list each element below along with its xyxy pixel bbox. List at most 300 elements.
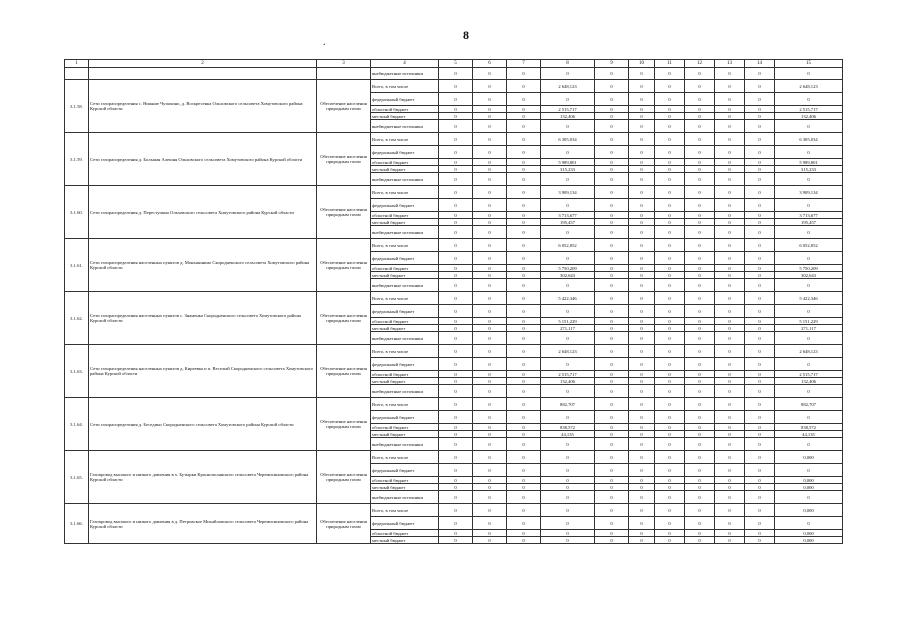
value-cell: 0 [595,219,629,226]
item-type-cell: Обеспечение населения природным газом [317,504,371,544]
value-cell: 0 [655,537,685,544]
value-cell: 0 [507,186,541,199]
value-cell: 0 [655,464,685,477]
funding-source-cell: федеральный бюджет [371,358,439,371]
value-cell: 0 [629,133,655,146]
value-cell: 0 [715,113,745,120]
value-cell: 0 [715,431,745,438]
value-cell: 0 [541,199,595,212]
value-cell: 0 [775,464,843,477]
value-cell: 0 [507,477,541,484]
value-cell: 0 [655,252,685,265]
item-name-cell: Сети газораспределения населенных пунктов с. Знаменка Скородненского сельсовета Хомутовского района Курской области [89,292,317,345]
value-cell: 0 [745,424,775,431]
value-cell: 0 [745,219,775,226]
value-cell: 0 [439,219,473,226]
value-cell: 0 [507,252,541,265]
value-cell: 0 [473,431,507,438]
value-cell: 0 [629,325,655,332]
value-cell: 0 [775,120,843,133]
value-cell: 0 [629,265,655,272]
value-cell: 2 515,717 [541,106,595,113]
value-cell: 0 [655,504,685,517]
funding-source-cell: Всего, в том числе [371,398,439,411]
value-cell: 0 [685,252,715,265]
value-cell: 0 [541,411,595,424]
value-cell: 0 [473,517,507,530]
value-cell: 0 [507,378,541,385]
value-cell: 0 [473,378,507,385]
item-name-cell: Сети газораспределения населенных пунктов д. Киреевка и п. Веселый Скородненского сельсовета Хомутовского района Курской области [89,345,317,398]
value-cell: 0 [507,159,541,166]
value-cell: 0 [745,93,775,106]
value-cell: 0 [541,146,595,159]
value-cell: 0 [473,424,507,431]
value-cell: 271,117 [541,325,595,332]
value-cell: 0 [439,173,473,186]
value-cell: 0 [685,491,715,504]
item-number-cell: 3.1.60. [65,186,89,239]
value-cell: 0 [507,345,541,358]
value-cell: 6 052,852 [541,239,595,252]
value-cell: 0 [541,477,595,484]
value-cell: 0 [685,438,715,451]
value-cell: 0,000 [775,484,843,491]
value-cell: 0 [655,113,685,120]
table-row [65,133,843,146]
value-cell: 0 [745,272,775,279]
value-cell: 0 [685,68,715,80]
value-cell: 0 [745,292,775,305]
value-cell: 0 [745,226,775,239]
value-cell: 0 [715,332,745,345]
value-cell: 0 [745,398,775,411]
table-row [65,451,843,464]
funding-source-cell: областной бюджет [371,530,439,537]
value-cell: 0 [507,272,541,279]
value-cell: 0 [439,477,473,484]
value-cell: 0 [629,166,655,173]
value-cell: 0 [595,93,629,106]
value-cell: 0 [629,272,655,279]
value-cell: 0 [595,325,629,332]
value-cell: 0 [745,265,775,272]
value-cell: 0 [685,226,715,239]
value-cell: 0,000 [775,530,843,537]
table-body [65,60,843,544]
value-cell: 0 [685,166,715,173]
value-cell: 0 [541,537,595,544]
value-cell: 0 [655,292,685,305]
value-cell: 0 [507,504,541,517]
funding-source-cell: местный бюджет [371,537,439,544]
value-cell: 0 [745,279,775,292]
value-cell: 0 [745,385,775,398]
funding-source-cell: Всего, в том числе [371,504,439,517]
value-cell: 0 [439,106,473,113]
value-cell: 0 [439,226,473,239]
value-cell: 5 989,801 [541,159,595,166]
value-cell: 0 [775,199,843,212]
value-cell: 0 [775,517,843,530]
value-cell: 0 [775,305,843,318]
value-cell: 0 [685,484,715,491]
value-cell: 0 [685,239,715,252]
value-cell: 0 [473,371,507,378]
value-cell: 0 [629,398,655,411]
value-cell: 0 [685,106,715,113]
value-cell: 0 [745,345,775,358]
value-cell: 0 [715,491,745,504]
value-cell: 0 [745,173,775,186]
value-cell: 0 [595,332,629,345]
value-cell: 0 [541,332,595,345]
value-cell: 0 [685,517,715,530]
value-cell: 0 [629,484,655,491]
value-cell: 0 [439,530,473,537]
funding-source-cell: федеральный бюджет [371,252,439,265]
value-cell: 0 [473,212,507,219]
funding-source-cell: федеральный бюджет [371,199,439,212]
value-cell: 0 [685,159,715,166]
value-cell: 0 [439,504,473,517]
value-cell: 0 [507,530,541,537]
value-cell: 0 [629,517,655,530]
value-cell: 0 [655,279,685,292]
value-cell: 0 [745,484,775,491]
value-cell: 0 [685,186,715,199]
value-cell: 0 [745,451,775,464]
value-cell: 0 [473,279,507,292]
value-cell: 5 151,229 [541,318,595,325]
value-cell: 0 [507,226,541,239]
item-type-cell: Обеспечение населения природным газом [317,451,371,504]
value-cell: 0 [655,378,685,385]
funding-source-cell: внебюджетные источники [371,385,439,398]
funding-source-cell: областной бюджет [371,212,439,219]
value-cell: 0 [655,438,685,451]
funding-source-cell: областной бюджет [371,477,439,484]
value-cell: 0 [715,93,745,106]
value-cell: 0 [439,411,473,424]
value-cell: 0 [715,68,745,80]
item-number-cell: 3.1.58. [65,80,89,133]
funding-source-cell: Всего, в том числе [371,186,439,199]
value-cell: 0 [595,438,629,451]
value-cell: 0 [745,68,775,80]
value-cell: 0 [715,265,745,272]
value-cell: 0 [685,385,715,398]
value-cell: 0 [685,305,715,318]
value-cell: 0 [507,371,541,378]
value-cell: 0 [629,120,655,133]
value-cell: 0 [541,226,595,239]
value-cell: 0 [715,530,745,537]
value-cell: 302,643 [775,272,843,279]
value-cell: 5 750,209 [775,265,843,272]
value-cell: 0 [715,318,745,325]
value-cell: 0 [595,113,629,120]
value-cell: 0 [473,113,507,120]
value-cell: 0 [595,318,629,325]
item-name-cell: Сети газораспределения д. Переступина Ольховского сельсовета Хомутовского района Курской области [89,186,317,239]
item-number-cell: 3.1.65. [65,451,89,504]
funding-source-cell: внебюджетные источники [371,68,439,80]
value-cell: 0 [745,212,775,219]
funding-source-cell: Всего, в том числе [371,239,439,252]
value-cell: 0 [595,166,629,173]
value-cell: 0 [595,279,629,292]
value-cell: 0 [655,186,685,199]
table-row [65,504,843,517]
value-cell: 132,406 [541,113,595,120]
value-cell: 0 [685,272,715,279]
value-cell: 0 [473,292,507,305]
value-cell: 3 909,134 [541,186,595,199]
value-cell: 0 [629,358,655,371]
funding-source-cell: местный бюджет [371,325,439,332]
value-cell: 0 [655,325,685,332]
value-cell: 0 [715,504,745,517]
item-type-cell: Обеспечение населения природным газом [317,345,371,398]
value-cell: 0 [745,491,775,504]
value-cell: 0 [715,279,745,292]
value-cell: 0 [715,517,745,530]
value-cell: 0 [507,325,541,332]
value-cell: 0 [541,120,595,133]
value-cell: 0 [715,159,745,166]
value-cell: 0 [655,166,685,173]
value-cell: 195,457 [541,219,595,226]
value-cell: 0 [595,80,629,93]
value-cell: 0 [595,292,629,305]
value-cell: 0 [715,345,745,358]
value-cell: 882,707 [541,398,595,411]
value-cell: 0 [685,146,715,159]
value-cell: 0 [507,166,541,173]
item-name-cell: Сети газораспределения д. Беседино Скородненского сельсовета Хомутовского района Курской области [89,398,317,451]
value-cell: 0 [629,93,655,106]
item-number-cell: 3.1.63. [65,345,89,398]
value-cell: 0 [439,431,473,438]
value-cell: 0 [655,431,685,438]
value-cell: 0 [745,80,775,93]
value-cell: 0 [473,219,507,226]
value-cell: 0 [685,398,715,411]
value-cell: 0 [507,451,541,464]
value-cell: 0 [685,325,715,332]
value-cell: 0 [745,186,775,199]
table-row [65,292,843,305]
table-row [65,186,843,199]
value-cell: 0 [655,371,685,378]
value-cell: 0 [629,305,655,318]
value-cell: 0 [655,517,685,530]
funding-source-cell: местный бюджет [371,484,439,491]
value-cell: 0 [655,106,685,113]
value-cell: 0 [685,120,715,133]
value-cell: 0 [439,252,473,265]
value-cell: 0 [629,477,655,484]
funding-source-cell: внебюджетные источники [371,332,439,345]
value-cell: 0 [629,385,655,398]
value-cell: 0 [439,186,473,199]
value-cell: 0 [595,358,629,371]
value-cell: 0 [745,146,775,159]
value-cell: 315,233 [775,166,843,173]
table-row [65,80,843,93]
value-cell: 0 [507,537,541,544]
column-header: 2 [89,60,317,68]
budget-table-container [64,59,842,544]
value-cell: 0 [745,431,775,438]
column-header: 4 [371,60,439,68]
value-cell: 0 [629,424,655,431]
scan-mark: . [323,37,326,48]
value-cell: 0 [629,378,655,385]
value-cell: 0 [655,411,685,424]
value-cell: 0 [439,265,473,272]
value-cell: 0 [541,305,595,318]
value-cell: 0 [655,332,685,345]
value-cell: 0 [655,272,685,279]
value-cell: 0 [507,120,541,133]
value-cell: 0 [745,325,775,332]
value-cell: 0 [745,133,775,146]
value-cell: 195,457 [775,219,843,226]
value-cell: 6 305,034 [541,133,595,146]
value-cell: 0 [507,106,541,113]
value-cell: 0 [439,199,473,212]
value-cell: 0 [473,477,507,484]
value-cell: 0 [507,411,541,424]
value-cell: 0 [473,537,507,544]
value-cell: 0 [745,305,775,318]
value-cell: 0 [507,133,541,146]
value-cell: 0 [439,398,473,411]
funding-source-cell: внебюджетные источники [371,173,439,186]
value-cell: 0 [541,517,595,530]
value-cell: 0 [685,537,715,544]
value-cell: 5 750,209 [541,265,595,272]
funding-source-cell: федеральный бюджет [371,93,439,106]
value-cell: 0 [473,464,507,477]
value-cell: 0 [629,239,655,252]
value-cell: 2 648,123 [541,80,595,93]
value-cell: 0 [595,378,629,385]
value-cell: 0 [745,537,775,544]
value-cell: 0 [439,120,473,133]
column-header: 6 [473,60,507,68]
value-cell: 0 [507,464,541,477]
value-cell: 0 [685,292,715,305]
value-cell: 0 [629,530,655,537]
value-cell: 0 [439,385,473,398]
value-cell: 0 [745,477,775,484]
funding-source-cell: внебюджетные источники [371,438,439,451]
value-cell: 0 [685,504,715,517]
funding-source-cell: федеральный бюджет [371,464,439,477]
value-cell: 5 151,229 [775,318,843,325]
value-cell: 0 [439,318,473,325]
value-cell: 0 [595,530,629,537]
value-cell: 0 [541,491,595,504]
value-cell: 0 [473,332,507,345]
value-cell: 0 [655,491,685,504]
value-cell: 0 [439,464,473,477]
value-cell: 0 [715,252,745,265]
item-name-cell: Сети газораспределения населенных пунктов д. Моньшинино Скородненского сельсовета Хомутовского района Курской области [89,239,317,292]
value-cell: 302,643 [541,272,595,279]
value-cell: 0 [595,411,629,424]
value-cell: 0 [775,68,843,80]
value-cell: 0 [629,371,655,378]
value-cell: 0 [655,133,685,146]
value-cell: 0 [507,173,541,186]
funding-source-cell: областной бюджет [371,159,439,166]
value-cell: 0 [715,120,745,133]
value-cell: 0 [439,325,473,332]
funding-source-cell: федеральный бюджет [371,517,439,530]
value-cell: 0 [439,424,473,431]
value-cell: 0 [655,530,685,537]
value-cell: 0 [595,424,629,431]
value-cell: 0 [595,186,629,199]
value-cell: 0 [775,491,843,504]
item-name-cell: Газопровод высокого и низкого давления в д. Петровское Михайловского сельсовета Черемисиновского района Курской области [89,504,317,544]
item-number-cell: 3.1.59. [65,133,89,186]
column-header: 11 [655,60,685,68]
value-cell: 0 [655,212,685,219]
value-cell: 0 [775,173,843,186]
value-cell: 0 [629,537,655,544]
value-cell: 0 [775,279,843,292]
value-cell: 0 [541,385,595,398]
value-cell: 0 [439,212,473,219]
value-cell: 0 [595,226,629,239]
funding-source-cell: Всего, в том числе [371,80,439,93]
value-cell: 0 [507,398,541,411]
value-cell: 0 [541,252,595,265]
value-cell: 0 [715,464,745,477]
item-number-cell: 3.1.64. [65,398,89,451]
funding-source-cell: Всего, в том числе [371,292,439,305]
value-cell: 5 422,346 [775,292,843,305]
value-cell: 0 [775,385,843,398]
value-cell: 0 [595,517,629,530]
value-cell: 838,572 [775,424,843,431]
value-cell: 0 [715,272,745,279]
value-cell: 0 [715,133,745,146]
value-cell: 0 [715,239,745,252]
value-cell: 2 648,123 [775,80,843,93]
value-cell: 0 [595,484,629,491]
value-cell: 0 [473,504,507,517]
value-cell: 0 [541,464,595,477]
value-cell: 0 [745,464,775,477]
funding-source-cell: областной бюджет [371,371,439,378]
value-cell: 0 [715,411,745,424]
value-cell: 0 [595,477,629,484]
value-cell: 0 [775,93,843,106]
value-cell: 44,135 [775,431,843,438]
value-cell: 0 [473,146,507,159]
item-type-cell: Обеспечение населения природным газом [317,186,371,239]
value-cell: 0 [595,537,629,544]
value-cell: 0 [629,451,655,464]
value-cell: 0 [439,133,473,146]
value-cell: 0 [715,219,745,226]
